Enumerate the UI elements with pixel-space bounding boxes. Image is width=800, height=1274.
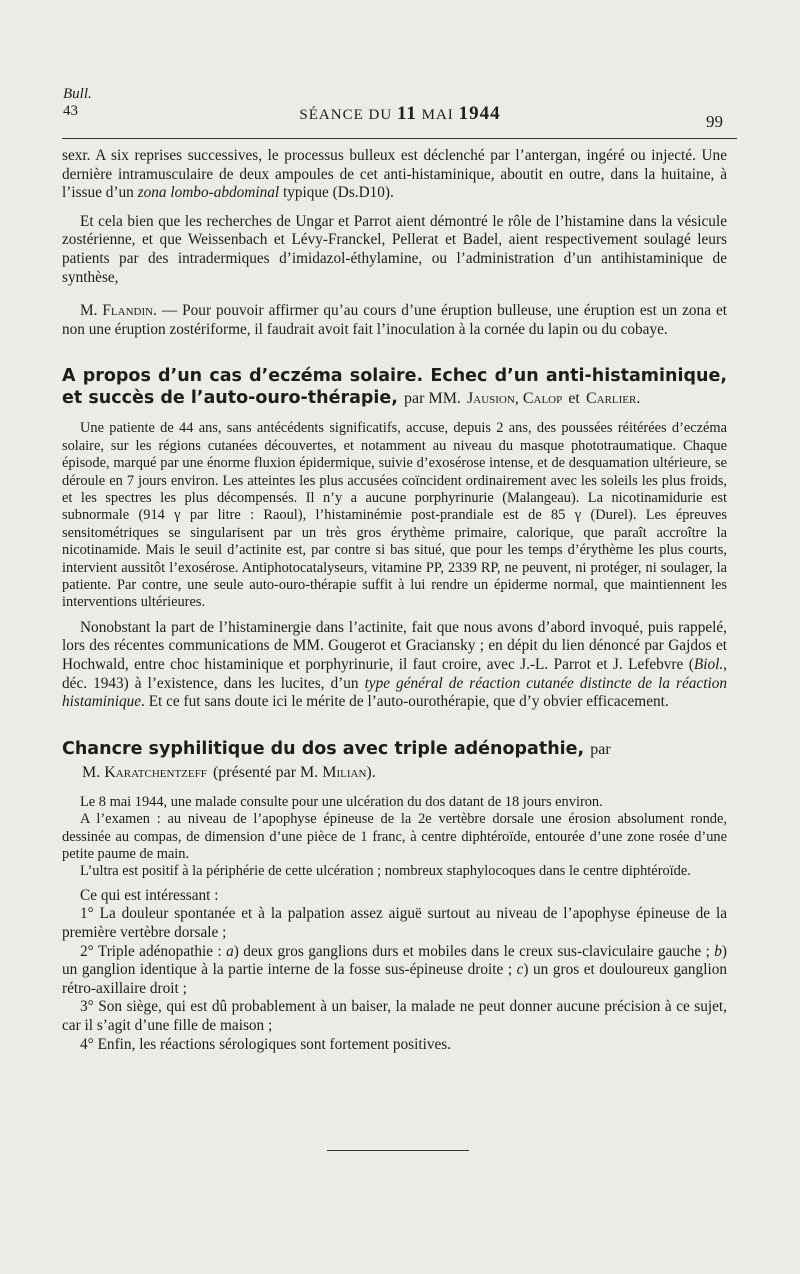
running-head-day: 11 [396,103,417,124]
paragraph-continuation: sexr. A six reprises successives, le processus bulleux est déclenché par l’antergan, ingéré ou injecté. Une dernière intramusculaire de deux ampoules de cet anti-histaminique, aboutit en outre, dans la huitaine, à l’issue d’un zona lombo-abdominal typique (Ds.D10). [62,147,727,202]
paragraph-flandin: M. Flandin. — Pour pouvoir affirmer qu’au cours d’une éruption bulleuse, une éruption est un zona et non une éruption zostériforme, il faudrait avoit fait l’inoculation à la cornée du lapin ou du cobaye. [62,302,728,338]
paragraph: Nonobstant la part de l’histaminergie dans l’actinite, fait que nous avons d’abord invoqué, puis rappelé, lors des récentes communications de MM. Gougerot et Graciansky ; en dépit du lien dénoncé par Gajdos et Hochwald, entre choc histaminique et porphyrinurie, il faut croire, avec J.-L. Parrot et J. Lefebvre (Biol., déc. 1943) à l’existence, dans les lucites, d’un type général de réaction cutanée distincte de la réaction histaminique. Et ce fut sans doute ici le mérite de l’auto-ourothérapie, que d’y obvier efficacement. [62,618,728,711]
page-body [62,147,727,1054]
article-heading-eczema: A propos d’un cas d’eczéma solaire. Echec d’un anti-histaminique, et succès de l’auto-ouro-thérapie, par MM. Jausion, Calop et Carlier. [62,366,727,409]
running-head-month: MAI [421,107,454,123]
page-number: 99 [706,112,723,131]
journal-abbrev: Bull. [63,86,92,102]
list-item: 4° Enfin, les réactions sérologiques sont fortement positives. [80,1035,452,1053]
list-item: 2° Triple adénopathie : a) deux gros ganglions durs et mobiles dans le creux sus-claviculaire gauche ; b) un ganglion identique à la partie interne de la fosse sus-épineuse droite ; c) un gros et douloureux ganglion rétro-axillaire droit ; [62,942,728,997]
case-report [62,794,727,881]
paragraph: Et cela bien que les recherches de Ungar et Parrot aient démontré le rôle de l’histamine dans la vésicule zostérienne, et que Weissenbach et Lévy-Franckel, Pellerat et Badel, aient respectivement soulagé leurs patients par des intradermiques d’imidazol-éthylamine, ou l’administration d’un antihistaminique de synthèse, [62,212,727,286]
paragraph: A l’examen : au niveau de l’apophyse épineuse de la 2e vertèbre dorsale une érosion absolument ronde, dessinée au compas, de dimension d’une pièce de 1 franc, à centre diphtéroïde, entourée d’une zone rosée d’une petite paume de main. [62,811,727,862]
paragraph: Une patiente de 44 ans, sans antécédents significatifs, accuse, depuis 2 ans, des poussées réitérées d’eczéma solaire, sur les régions cutanées découvertes, et notamment au niveau du masque phototraumatique. Chaque épisode, marqué par une énorme fluxion épidermique, suivie d’exosérose intense, et de desquamation ultérieure, se déroule en 7 jours environ. Les atteintes les plus accusées coïncident ordinairement avec les soleils les plus froids, et les spectres les plus décompensés. Il n’y a aucune porphyrinurie (Malangeau). La nicotinamidurie est subnormale (914 γ par litre : Raoul), l’histaminémie post-prandiale est de 85 γ (Durel). Les épreuves sensitométriques se singularisent par un très gros érythème primaire, calorique, que paraît accroître la nicotinamide. Mais le seuil d’actinite est, par contre si bas situé, que pour les temps d’érythème les plus courts, intervient aussitôt l’exosérose. Antiphotocatalyseurs, vitamine PP, 2339 RP, ne peuvent, ni protéger, ni soulager, la patiente. Par contre, une seule auto-ouro-thérapie suffit à lui rendre un épiderme normal, que maintiennent les interventions ultérieures. [62,420,727,611]
list-item: 3° Son siège, qui est dû probablement à un baiser, la malade ne peut donner aucune précision à ce sujet, car il s’agit d’une fille de maison ; [62,998,727,1034]
paragraph: Ce qui est intéressant : [80,886,219,904]
running-head-year: 1944 [458,103,501,124]
journal-volume: 43 [63,103,78,119]
running-head [0,103,800,125]
list-item: 1° La douleur spontanée et à la palpation assez aiguë surtout au niveau de l’apophyse épineuse de la première vertèbre dorsale ; [62,905,727,941]
running-head-prefix: SÉANCE DU [299,107,393,123]
paragraph: Le 8 mai 1944, une malade consulte pour une ulcération du dos datant de 18 jours environ. [80,793,603,810]
end-rule [327,1150,469,1151]
article-heading-chancre: Chancre syphilitique du dos avec triple adénopathie, par M. Karatchentzeff (présenté par M. Milian). [62,738,611,781]
paragraph: L’ultra est positif à la périphérie de cette ulcération ; nombreux staphylocoques dans le centre diphtéroïde. [80,863,691,880]
header-rule [62,138,737,139]
